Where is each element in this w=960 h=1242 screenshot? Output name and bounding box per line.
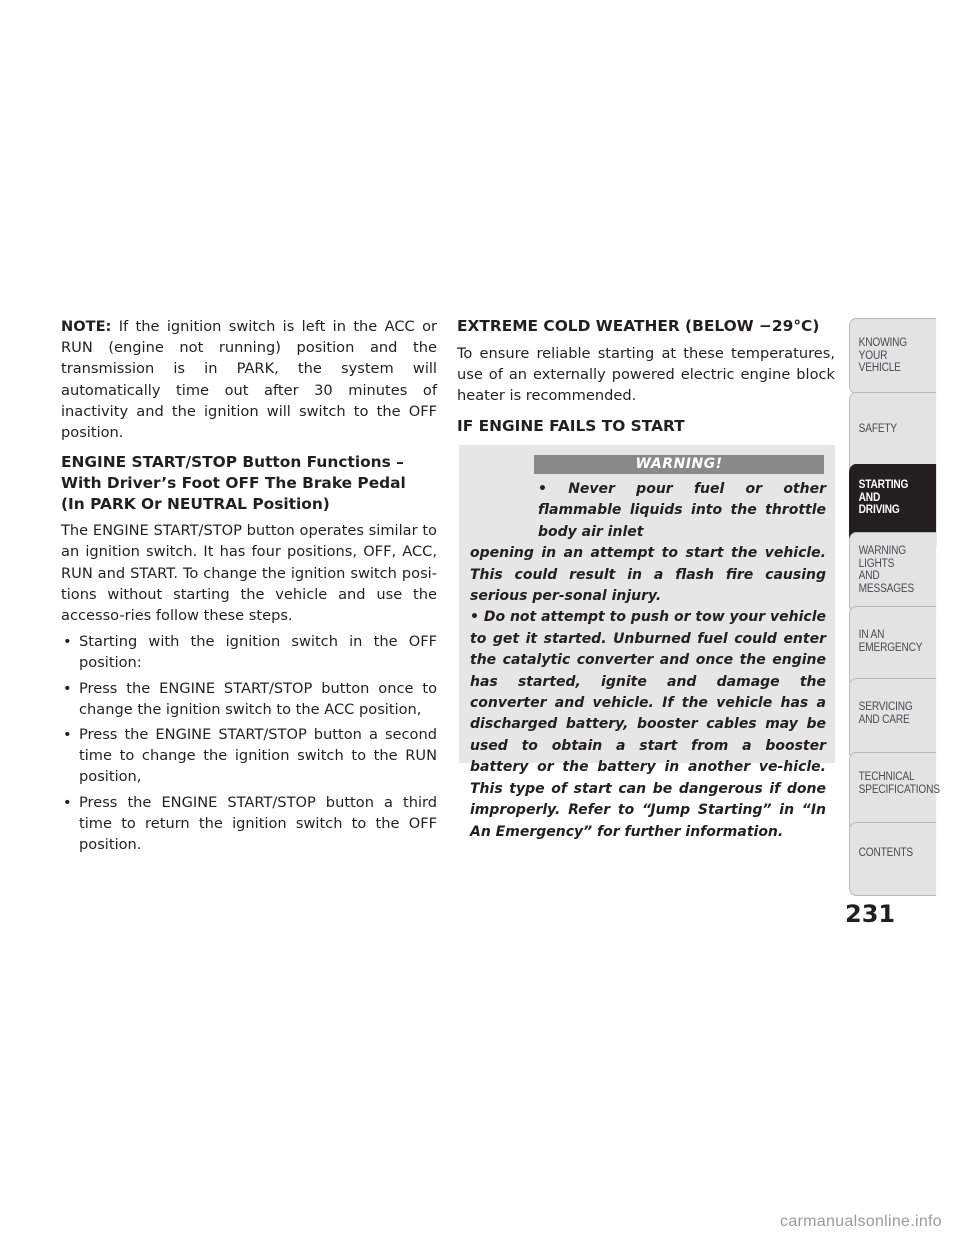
warning-body — [470, 479, 826, 843]
note-label: NOTE: — [61, 318, 112, 335]
note-paragraph — [61, 316, 437, 443]
warning-title: WARNING! — [534, 455, 824, 474]
tab-safety[interactable]: SAFETY — [849, 392, 936, 474]
engine-start-stop-heading — [61, 452, 437, 515]
engine-heading-line-3: (In PARK Or NEUTRAL Position) — [61, 495, 330, 514]
list-item: • Press the ENGINE START/STOP button a second time to change the ignition switch to the RUN position, — [61, 724, 437, 788]
list-item: • Press the ENGINE START/STOP button a third time to return the ignition switch to the OFF position. — [61, 792, 437, 856]
extreme-cold-heading: EXTREME COLD WEATHER (BELOW −29°C) — [457, 317, 820, 335]
extreme-cold-paragraph: To ensure reliable starting at these temperatures, use of an externally powered electric engine block heater is recommended. — [457, 345, 835, 405]
list-item: • Press the ENGINE START/STOP button once to change the ignition switch to the ACC position, — [61, 678, 437, 720]
tab-in-an-emergency[interactable]: IN AN EMERGENCY — [849, 606, 936, 688]
tab-warning-lights-and-messages[interactable]: WARNING LIGHTS AND MESSAGES — [849, 532, 936, 614]
engine-fails-heading: IF ENGINE FAILS TO START — [457, 416, 685, 435]
watermark: carmanualsonline.info — [780, 1213, 942, 1230]
warning-item-2: • Do not attempt to push or tow your vehicle to get it started. Unburned fuel could enter the catalytic converter and once the engine has started, ignite and damage the converter and vehicle. If the vehicle has a discharged battery, booster cables may be used to obtain a start from a booster battery or the battery in another ve-hicle. This type of start can be dangerous if done improperly. Refer to “Jump Starting” in “In An Emergency” for further information. — [470, 609, 826, 840]
tab-technical-specifications[interactable]: TECHNICAL SPECIFICATIONS — [849, 752, 936, 834]
tab-servicing-and-care[interactable]: SERVICING AND CARE — [849, 678, 936, 760]
warning-item-1 — [470, 479, 826, 607]
ignition-steps-list — [61, 631, 437, 855]
list-item: • Starting with the ignition switch in the OFF position: — [61, 631, 437, 673]
engine-heading-line-2: With Driver’s Foot OFF The Brake Pedal — [61, 474, 406, 493]
tab-knowing-your-vehicle[interactable]: KNOWING YOUR VEHICLE — [849, 318, 936, 394]
right-column — [457, 316, 835, 437]
warning-box — [459, 445, 835, 840]
tab-starting-and-driving[interactable]: STARTING AND DRIVING — [849, 464, 936, 546]
tab-contents[interactable]: CONTENTS — [849, 822, 936, 896]
page-number: 231 — [845, 900, 896, 928]
warning-item-1-rest: opening in an attempt to start the vehicle. This could result in a flash fire causing serious per-sonal injury. — [470, 545, 826, 605]
warning-item-1-lead: • Never pour fuel or other flammable liquids into the throttle body air inlet — [538, 481, 826, 540]
engine-start-stop-paragraph: The ENGINE START/STOP button operates similar to an ignition switch. It has four positions, OFF, ACC, RUN and START. To change the ignition switch posi-tions without starting the vehicle and use the accesso-ries follow these steps. — [61, 522, 437, 625]
left-column — [61, 316, 437, 859]
note-text: If the ignition switch is left in the ACC or RUN (engine not running) position and the transmission is in PARK, the system will automatically time out after 30 minutes of inactivity and the ignition will switch to the OFF position. — [61, 318, 437, 442]
engine-heading-line-1: ENGINE START/STOP Button Functions – — [61, 453, 404, 472]
